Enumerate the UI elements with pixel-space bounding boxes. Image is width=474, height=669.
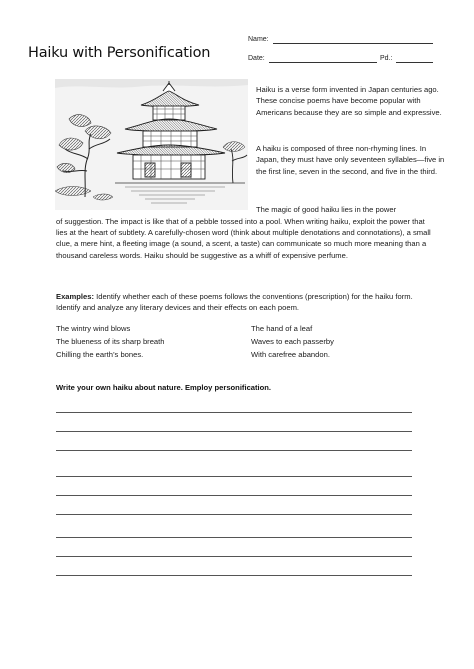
poem-line: Chilling the earth’s bones. [56,350,144,359]
writing-line[interactable] [56,431,412,432]
intro-paragraph-3: of suggestion. The impact is like that of a pebble tossed into a pool. When writing haiku, exploit the power that lies at the heart of subtlety. A carefully-chosen word (think about multiple denotations and connotations), a small clue, a mere hint, a fleeting image (a sound, a scent, a taste) can communicate so much more meaning than a thousand careless words. Haiku should be suggestive as a whiff of expensive perfume. [56,216,431,260]
poem-line: The blueness of its sharp breath [56,337,165,346]
writing-line[interactable] [56,556,412,557]
writing-line[interactable] [56,537,412,538]
writing-line[interactable] [56,495,412,496]
poem-2 [251,322,334,361]
examples-text: Identify whether each of these poems follows the conventions (prescription) for the haiku form. Identify and analyze any literary devices and their effects on each poem. [56,292,413,313]
examples-paragraph [56,291,436,314]
pagoda-illustration [55,79,248,210]
poem-1 [56,322,165,361]
writing-prompt: Write your own haiku about nature. Employ personification. [56,383,272,392]
period-field[interactable] [396,62,433,63]
poem-line: With carefree abandon. [251,350,330,359]
writing-line[interactable] [56,476,412,477]
page-title: Haiku with Personification [28,45,211,61]
writing-line[interactable] [56,412,412,413]
name-field[interactable] [273,43,433,44]
date-label: Date: [248,55,265,62]
writing-line[interactable] [56,450,412,451]
poem-line: The hand of a leaf [251,324,313,333]
writing-line[interactable] [56,575,412,576]
poem-line: Waves to each passerby [251,337,334,346]
name-label: Name: [248,36,269,43]
poem-line: The wintry wind blows [56,324,131,333]
intro-paragraph-2: A haiku is composed of three non-rhyming lines. In Japan, they must have only seventeen syllables—five in the first line, seven in the second, and five in the third. [256,144,445,176]
intro-paragraph-1: Haiku is a verse form invented in Japan centuries ago. These concise poems have become popular with Americans because they are so simple and expressive. [256,85,442,117]
writing-line[interactable] [56,514,412,515]
date-field[interactable] [269,62,377,63]
examples-label: Examples: [56,292,94,301]
intro-paragraph-3-start: The magic of good haiku lies in the power [256,205,397,214]
period-label: Pd.: [380,55,393,62]
